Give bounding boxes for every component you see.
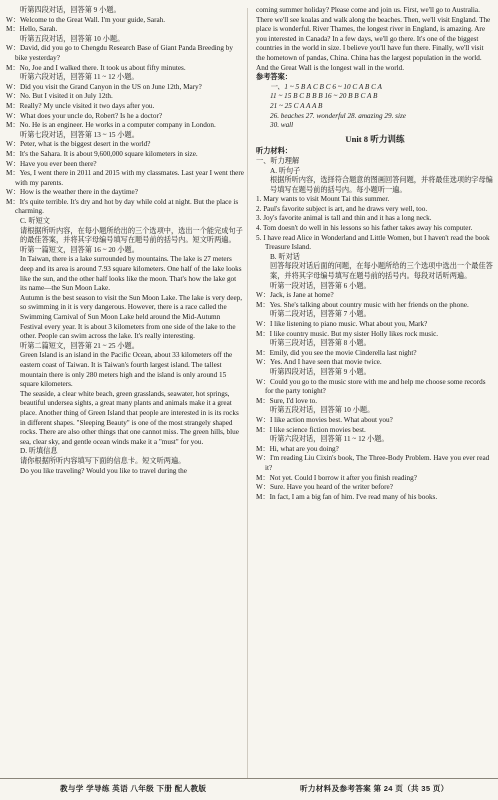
text-line: 一、听力理解	[256, 156, 300, 165]
answers-heading: 参考答案：	[256, 73, 292, 82]
text-line: 回答每段对话后面的问题，在每小题所给的三个选项中选出一个最佳答案，并将其字母编号填写在题号前的括号内。每段对话听两遍。	[270, 262, 493, 281]
text-line: 听第五段对话，回答第 10 小题。	[270, 406, 375, 415]
text-line: W：Sure. Have you heard of the writer before?	[256, 483, 393, 492]
right-column	[256, 6, 494, 502]
text-line: 听第六段对话，回答第 11 ~ 12 小题。	[20, 73, 139, 82]
text-line: 听第四段对话，回答第 9 小题。	[20, 6, 121, 14]
text-line: W：Could you go to the music store with me and help me choose some records for the party tonight?	[256, 377, 486, 396]
text-line: 听第三段对话，回答第 8 小题。	[270, 339, 371, 348]
answer-row: 30. wall	[270, 121, 294, 130]
text-line: 3. Joy's favorite animal is tall and thin and it has a long neck.	[256, 214, 432, 223]
text-line: W：Welcome to the Great Wall. I'm your guide, Sarah.	[6, 15, 166, 24]
text-line: M：I like country music. But my sister Holly likes rock music.	[256, 329, 439, 338]
text-line: W：How is the weather there in the daytime?	[6, 188, 138, 197]
text-line: D. 听填信息	[20, 447, 58, 456]
text-line: W：David, did you go to Chengdu Research Base of Giant Panda Breeding by bike yesterday?	[6, 44, 233, 62]
text-line: W：I like action movies best. What about you?	[256, 415, 393, 424]
text-line: W：What does your uncle do, Robert? Is he a doctor?	[6, 111, 163, 120]
text-line: M：No. He is an engineer. He works in a computer company in London.	[6, 121, 216, 130]
text-line: M：In fact, I am a big fan of him. I've read many of his books.	[256, 492, 438, 501]
text-line: 听第一段对话，回答第 6 小题。	[270, 281, 371, 290]
text-line: 听第七段对话，回答第 13 ~ 15 小题。	[20, 130, 139, 139]
text-line: 2. Paul's favorite subject is art, and he draws very well, too.	[256, 204, 428, 213]
answer-row: 21 ~ 25 C A A A B	[270, 101, 323, 110]
text-line: M：It's quite terrible. It's dry and hot by day while cold at night. But the place is charming.	[6, 197, 239, 216]
text-line: W：Jack, is Jane at home?	[256, 291, 334, 300]
text-line: In Taiwan, there is a lake surrounded by mountains. The lake is 27 meters deep and its area is around 7.93 square kilometers. One half of the lake looks like the sun, and the other half looks like the moon. That's how the lake got its name—the Sun Moon Lake.	[20, 255, 242, 293]
text-line: W：I like listening to piano music. What about you, Mark?	[256, 320, 428, 328]
text-line: Autumn is the best season to visit the Sun Moon Lake. The lake is very deep, so swimming in it is very dangerous. However, there is a race called the Swimming Carnival of Sun Moon Lake held around the Mid-Autumn Festival every year. It is about 3 kilometers from one side of the lake to the other. People can swim across the lake. It's really interesting.	[20, 293, 243, 341]
text-line: 听第二篇短文，回答第 21 ~ 25 小题。	[20, 341, 139, 350]
column-divider	[247, 8, 248, 778]
text-line: M：Hi, what are you doing?	[256, 444, 339, 453]
text-line: The seaside, a clear white beach, green grasslands, seawater, hot springs, beautiful undersea sights, a great many plants and animals make it a great place. Another thing of Green Island that people are interested in is its rocks in different shapes. "Sleeping Beauty" is one of the most strangely shaped rocks. There are also other things that one cannot miss. The green hills, blue sea, clear sky, and gentle ocean winds make it a "must" for you.	[20, 389, 239, 446]
passage-continuation	[256, 6, 494, 73]
listening-material	[256, 147, 494, 502]
text-line: M：Not yet. Could I borrow it after you finish reading?	[256, 473, 417, 482]
text-line: 4. Tom doesn't do well in his lessons so his father takes away his computer.	[256, 224, 473, 233]
text-line: M：It's the Sahara. It is about 9,600,000 square kilometers in size.	[6, 149, 198, 158]
answer-row: 26. beaches 27. wonderful 28. amazing 29. size	[270, 111, 406, 120]
text-line: 听第四段对话，回答第 9 小题。	[270, 367, 371, 376]
text-line: M：No, Joe and I walked there. It took us about fifty minutes.	[6, 63, 186, 72]
text-line: Do you like traveling? Would you like to travel during the	[20, 466, 187, 475]
text-line: W：I'm reading Liu Cixin's book, The Three-Body Problem. Have you ever read it?	[256, 454, 490, 472]
footer-book-title: 教与学 学导练 英语 八年级 下册 配人教版	[60, 784, 207, 793]
text-line: 5. I have read Alice in Wonderland and Little Women, but I haven't read the book Treasure Island.	[256, 233, 490, 252]
text-line: 请你根据所听内容填写下面的信息卡。短文听两遍。	[20, 456, 186, 465]
text-line: 请根据所听内容，在每小题所给出的三个选项中，选出一个能完成句子的最佳答案，并将其字母编号填写在题号前的括号内。短文听两遍。	[20, 226, 243, 245]
text-line: M：Yes. She's talking about country music with her friends on the phone.	[256, 300, 469, 309]
text-line: M：Sure, I'd love to.	[256, 396, 317, 405]
text-line: C. 听短文	[20, 217, 50, 226]
text-line: M：I like science fiction movies best.	[256, 425, 366, 434]
text-line: W：Peter, what is the biggest desert in the world?	[6, 140, 151, 149]
text-line: W：Have you ever been there?	[6, 159, 97, 168]
text-line: 听第一篇短文，回答第 16 ~ 20 小题。	[20, 245, 139, 254]
text-line: 1. Mary wants to visit Mount Tai this summer.	[256, 195, 390, 204]
answer-list	[256, 83, 494, 131]
footer-page-number: 听力材料及参考答案 第 24 页（共 35 页）	[300, 784, 449, 793]
text-line: M：Hello, Sarah.	[6, 25, 58, 34]
answer-row: 11 ~ 15 B C B B B 16 ~ 20 B B C A B	[270, 92, 378, 101]
text-line: M：Emily, did you see the movie Cinderella last night?	[256, 348, 417, 357]
text-line: coming summer holiday? Please come and join us. First, we'll go to Australia. There we'll see koalas and walk along the beaches. Then, we'll visit England. The place is wonderful. River Thames, the longest river in England, is amazing. Are you interested in Canada? In a few days, we'll go there. It's one of the biggest countries in the world in size. I believe you'll have fun there. Finally, we'll visit the hometown of pandas, China. China has the largest population in the world. And the Great Wall is the longest wall in the world.	[256, 6, 491, 72]
answer-row: 一、1 ~ 5 B A C B C 6 ~ 10 C A B C A	[270, 82, 382, 91]
text-line: W：Did you visit the Grand Canyon in the US on June 12th, Mary?	[6, 82, 202, 91]
text-line: M：Yes, I went there in 2011 and 2015 with my classmates. Last year I went there with my parents.	[6, 169, 244, 187]
text-line: W：No. But I visited it on July 12th.	[6, 92, 113, 101]
text-line: Green Island is an island in the Pacific Ocean, about 33 kilometers off the eastern coast of Taiwan. It is Taiwan's fourth largest island. The tallest mountain there is only 280 meters high and the island is only around 15 square kilometers.	[20, 351, 233, 389]
text-line: 听第五段对话，回答第 10 小题。	[20, 34, 125, 43]
text-line: A. 听句子	[270, 166, 301, 175]
text-line: M：Really? My uncle visited it two days after you.	[6, 101, 155, 110]
unit-heading: Unit 8 听力训练	[345, 133, 405, 144]
text-line: B. 听对话	[270, 252, 300, 261]
text-line: 根据所听内容，选择符合题意的图画回答问题，并将最佳选项的字母编号填写在题号前的括号内。每小题听一遍。	[270, 176, 493, 194]
text-line: 听力材料：	[256, 147, 292, 156]
text-line: W：Yes. And I have seen that movie twice.	[256, 358, 382, 367]
page-footer	[0, 778, 498, 799]
text-line: 听第二段对话，回答第 7 小题。	[270, 310, 371, 319]
left-column	[6, 6, 244, 476]
text-line: 听第六段对话，回答第 11 ~ 12 小题。	[270, 435, 389, 444]
